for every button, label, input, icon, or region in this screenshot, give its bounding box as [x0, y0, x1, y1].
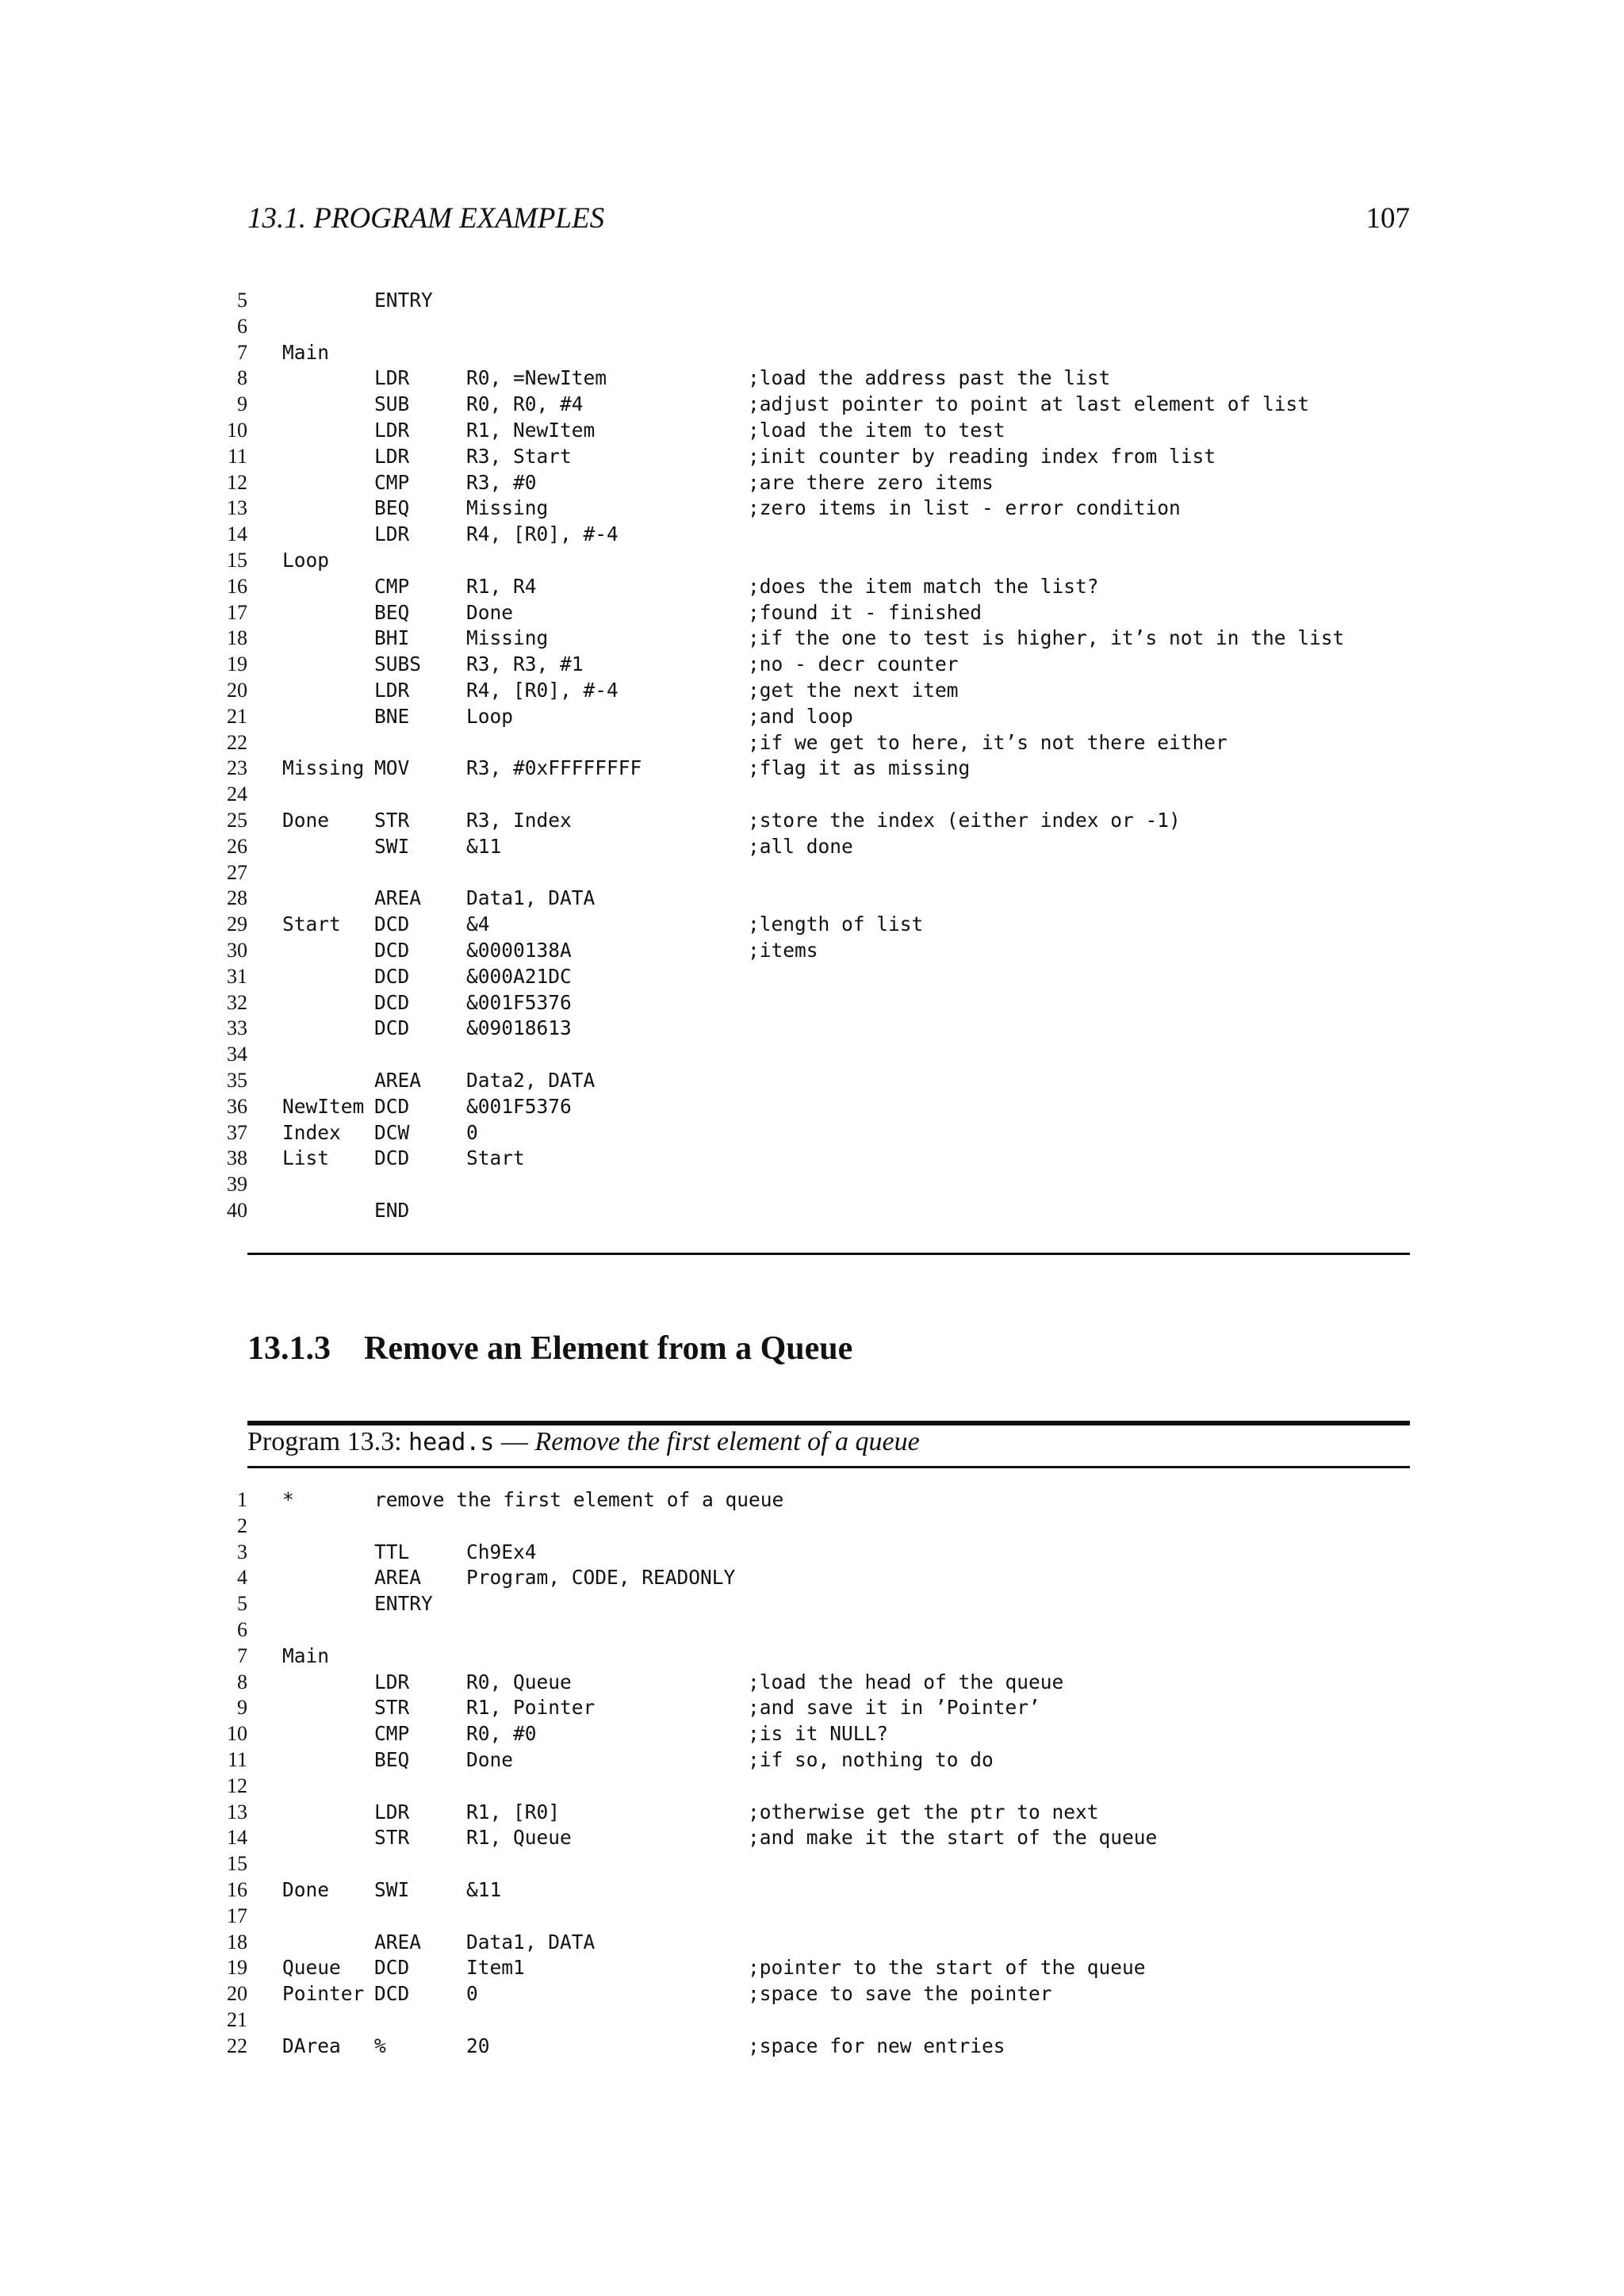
- line-number: 4: [237, 1566, 247, 1590]
- line-number: 11: [227, 1747, 247, 1771]
- code-comment: ;if the one to test is higher, it’s not in the list: [748, 626, 1345, 650]
- line-number: 33: [227, 1016, 247, 1040]
- code-opcode: LDR: [374, 1800, 410, 1823]
- code-opcode: CMP: [374, 470, 410, 494]
- section-heading: [247, 1330, 852, 1368]
- line-number: 6: [237, 1617, 247, 1641]
- line-number: 3: [237, 1540, 247, 1563]
- code-opcode: DCD: [374, 938, 410, 962]
- line-number: 30: [227, 938, 247, 962]
- code-operands: &11: [466, 1877, 502, 1901]
- code-comment: ;get the next item: [748, 678, 959, 702]
- code-operands: R0, Queue: [466, 1670, 572, 1693]
- code-opcode: AREA: [374, 1566, 422, 1590]
- code-comment: ;length of list: [748, 913, 924, 936]
- code-opcode: DCD: [374, 1956, 410, 1980]
- code-operands: &000A21DC: [466, 964, 572, 988]
- code-comment: ;store the index (either index or -1): [748, 808, 1181, 832]
- code-comment: ;is it NULL?: [748, 1722, 889, 1746]
- line-number: 16: [227, 1877, 247, 1901]
- code-comment: ;load the address past the list: [748, 366, 1111, 390]
- code-opcode: TTL: [374, 1540, 410, 1563]
- code-operands: R1, NewItem: [466, 418, 596, 442]
- code-operands: Data2, DATA: [466, 1068, 596, 1092]
- caption-bottom-rule: [247, 1466, 1410, 1468]
- line-number: 14: [227, 1826, 247, 1850]
- code-opcode: BNE: [374, 704, 410, 728]
- line-number: 12: [227, 470, 247, 494]
- line-number: 21: [227, 704, 247, 728]
- code-opcode: DCD: [374, 913, 410, 936]
- program-caption: [247, 1427, 920, 1457]
- section-number: 13.1.3: [247, 1330, 331, 1367]
- code-opcode: LDR: [374, 678, 410, 702]
- line-number: 36: [227, 1094, 247, 1118]
- code-opcode: SWI: [374, 834, 410, 858]
- line-number: 10: [227, 1722, 247, 1746]
- line-number: 12: [227, 1774, 247, 1797]
- code-operands: Done: [466, 600, 514, 624]
- code-opcode: CMP: [374, 574, 410, 598]
- code-comment: ;are there zero items: [748, 470, 994, 494]
- line-number: 25: [227, 808, 247, 832]
- line-number: 10: [227, 418, 247, 442]
- running-head: [247, 201, 1410, 239]
- code-operands: R4, [R0], #-4: [466, 678, 619, 702]
- line-number: 2: [237, 1513, 247, 1537]
- line-number: 14: [227, 522, 247, 546]
- code-label: DArea: [282, 2034, 341, 2057]
- page-number: 107: [1365, 202, 1410, 235]
- code-operands: R1, Queue: [466, 1826, 572, 1850]
- code-opcode: DCD: [374, 1982, 410, 2006]
- code-label: NewItem: [282, 1094, 365, 1118]
- code-comment: ;load the item to test: [748, 418, 1005, 442]
- code-operands: 0: [466, 1120, 478, 1144]
- code-comment: ;items: [748, 938, 818, 962]
- code-operands: R0, =NewItem: [466, 366, 607, 390]
- code-opcode: LDR: [374, 444, 410, 468]
- line-number: 17: [227, 600, 247, 624]
- line-number: 40: [227, 1198, 247, 1222]
- code-operands: R3, #0: [466, 470, 537, 494]
- code-comment: ;adjust pointer to point at last element of list: [748, 392, 1310, 416]
- code-comment: ;found it - finished: [748, 600, 982, 624]
- code-comment: ;and loop: [748, 704, 853, 728]
- code-opcode: ENTRY: [374, 1592, 433, 1616]
- code-comment: ;space to save the pointer: [748, 1982, 1052, 2006]
- code-comment: ;load the head of the queue: [748, 1670, 1064, 1693]
- code-label: *: [282, 1488, 294, 1511]
- code-operands: 0: [466, 1982, 478, 2006]
- code-operands: Program, CODE, READONLY: [466, 1566, 736, 1590]
- line-number: 13: [227, 1800, 247, 1823]
- code-opcode: BEQ: [374, 600, 410, 624]
- code-operands: Item1: [466, 1956, 525, 1980]
- code-operands: R4, [R0], #-4: [466, 522, 619, 546]
- code-opcode: DCD: [374, 990, 410, 1014]
- code-opcode: DCD: [374, 1146, 410, 1170]
- code-comment: ;and make it the start of the queue: [748, 1826, 1158, 1850]
- line-number: 35: [227, 1068, 247, 1092]
- code-opcode: AREA: [374, 1068, 422, 1092]
- code-opcode: MOV: [374, 756, 410, 780]
- code-comment: ;pointer to the start of the queue: [748, 1956, 1146, 1980]
- code-operands: &09018613: [466, 1016, 572, 1040]
- code-comment: ;all done: [748, 834, 853, 858]
- code-operands: &4: [466, 913, 490, 936]
- code-label: Start: [282, 913, 341, 936]
- caption-prefix: Program 13.3:: [247, 1427, 409, 1456]
- code-operands: &001F5376: [466, 1094, 572, 1118]
- line-number: 27: [227, 860, 247, 884]
- code-operands: &001F5376: [466, 990, 572, 1014]
- code-operands: Loop: [466, 704, 514, 728]
- caption-top-rule: [247, 1421, 1410, 1425]
- line-number: 31: [227, 964, 247, 988]
- line-number: 22: [227, 2034, 247, 2057]
- code-opcode: END: [374, 1198, 410, 1222]
- line-number: 20: [227, 678, 247, 702]
- line-number: 16: [227, 574, 247, 598]
- code-comment: ;if we get to here, it’s not there either: [748, 730, 1228, 754]
- line-number: 32: [227, 990, 247, 1014]
- code-opcode: LDR: [374, 366, 410, 390]
- line-number: 22: [227, 730, 247, 754]
- line-number: 1: [237, 1488, 247, 1511]
- code-operands: Data1, DATA: [466, 886, 596, 910]
- code-operands: &11: [466, 834, 502, 858]
- code-opcode: AREA: [374, 886, 422, 910]
- code-label: List: [282, 1146, 330, 1170]
- line-number: 19: [227, 1956, 247, 1980]
- code-opcode: LDR: [374, 522, 410, 546]
- line-number: 5: [237, 1592, 247, 1616]
- code-operands: R3, #0xFFFFFFFF: [466, 756, 642, 780]
- code-operands: 20: [466, 2034, 490, 2057]
- code-opcode: remove the first element of a queue: [374, 1488, 784, 1511]
- code-operands: R1, R4: [466, 574, 537, 598]
- listing-end-rule: [247, 1253, 1410, 1255]
- code-opcode: CMP: [374, 1722, 410, 1746]
- code-label: Pointer: [282, 1982, 365, 2006]
- code-operands: Missing: [466, 496, 549, 520]
- line-number: 5: [237, 289, 247, 312]
- line-number: 26: [227, 834, 247, 858]
- code-comment: ;otherwise get the ptr to next: [748, 1800, 1099, 1823]
- code-operands: Missing: [466, 626, 549, 650]
- code-opcode: SWI: [374, 1877, 410, 1901]
- line-number: 24: [227, 783, 247, 806]
- line-number: 15: [227, 548, 247, 572]
- line-number: 13: [227, 496, 247, 520]
- line-number: 21: [227, 2007, 247, 2031]
- code-opcode: LDR: [374, 1670, 410, 1693]
- code-opcode: LDR: [374, 418, 410, 442]
- line-number: 18: [227, 626, 247, 650]
- line-number: 37: [227, 1120, 247, 1144]
- code-label: Missing: [282, 756, 365, 780]
- code-operands: R3, R3, #1: [466, 652, 584, 676]
- code-comment: ;zero items in list - error condition: [748, 496, 1181, 520]
- code-operands: Data1, DATA: [466, 1930, 596, 1954]
- line-number: 17: [227, 1904, 247, 1927]
- line-number: 8: [237, 1670, 247, 1693]
- code-opcode: BEQ: [374, 496, 410, 520]
- code-operands: Start: [466, 1146, 525, 1170]
- line-number: 9: [237, 392, 247, 416]
- section-title: Remove an Element from a Queue: [364, 1330, 853, 1367]
- code-comment: ;and save it in ’Pointer’: [748, 1696, 1040, 1720]
- code-opcode: SUBS: [374, 652, 422, 676]
- code-comment: ;init counter by reading index from list: [748, 444, 1216, 468]
- code-opcode: ENTRY: [374, 289, 433, 312]
- code-label: Main: [282, 340, 330, 364]
- line-number: 29: [227, 913, 247, 936]
- line-number: 34: [227, 1043, 247, 1066]
- code-label: Queue: [282, 1956, 341, 1980]
- code-operands: Done: [466, 1747, 514, 1771]
- code-opcode: BEQ: [374, 1747, 410, 1771]
- line-number: 7: [237, 340, 247, 364]
- code-operands: &0000138A: [466, 938, 572, 962]
- code-opcode: STR: [374, 1696, 410, 1720]
- code-opcode: DCW: [374, 1120, 410, 1144]
- line-number: 19: [227, 652, 247, 676]
- line-number: 39: [227, 1173, 247, 1196]
- code-operands: R3, Start: [466, 444, 572, 468]
- code-opcode: DCD: [374, 1094, 410, 1118]
- code-opcode: DCD: [374, 1016, 410, 1040]
- line-number: 8: [237, 366, 247, 390]
- code-operands: R0, #0: [466, 1722, 537, 1746]
- line-number: 11: [227, 444, 247, 468]
- line-number: 9: [237, 1696, 247, 1720]
- code-label: Loop: [282, 548, 330, 572]
- line-number: 15: [227, 1852, 247, 1876]
- code-operands: R3, Index: [466, 808, 572, 832]
- code-comment: ;does the item match the list?: [748, 574, 1099, 598]
- code-opcode: STR: [374, 1826, 410, 1850]
- line-number: 28: [227, 886, 247, 910]
- code-operands: R1, Pointer: [466, 1696, 596, 1720]
- code-opcode: BHI: [374, 626, 410, 650]
- code-comment: ;space for new entries: [748, 2034, 1005, 2057]
- code-label: Index: [282, 1120, 341, 1144]
- code-opcode: %: [374, 2034, 386, 2057]
- line-number: 38: [227, 1146, 247, 1170]
- code-opcode: AREA: [374, 1930, 422, 1954]
- code-label: Main: [282, 1644, 330, 1667]
- code-label: Done: [282, 808, 330, 832]
- caption-description: Remove the first element of a queue: [534, 1427, 920, 1456]
- line-number: 20: [227, 1982, 247, 2006]
- code-operands: R1, [R0]: [466, 1800, 561, 1823]
- code-comment: ;no - decr counter: [748, 652, 959, 676]
- caption-dash: —: [494, 1427, 535, 1456]
- code-label: Done: [282, 1877, 330, 1901]
- code-opcode: SUB: [374, 392, 410, 416]
- line-number: 7: [237, 1644, 247, 1667]
- line-number: 23: [227, 756, 247, 780]
- code-comment: ;flag it as missing: [748, 756, 971, 780]
- code-operands: R0, R0, #4: [466, 392, 584, 416]
- line-number: 18: [227, 1930, 247, 1954]
- code-opcode: STR: [374, 808, 410, 832]
- code-opcode: DCD: [374, 964, 410, 988]
- running-title: 13.1. PROGRAM EXAMPLES: [247, 202, 605, 235]
- code-comment: ;if so, nothing to do: [748, 1747, 994, 1771]
- line-number: 6: [237, 314, 247, 338]
- code-operands: Ch9Ex4: [466, 1540, 537, 1563]
- caption-filename: head.s: [408, 1429, 495, 1456]
